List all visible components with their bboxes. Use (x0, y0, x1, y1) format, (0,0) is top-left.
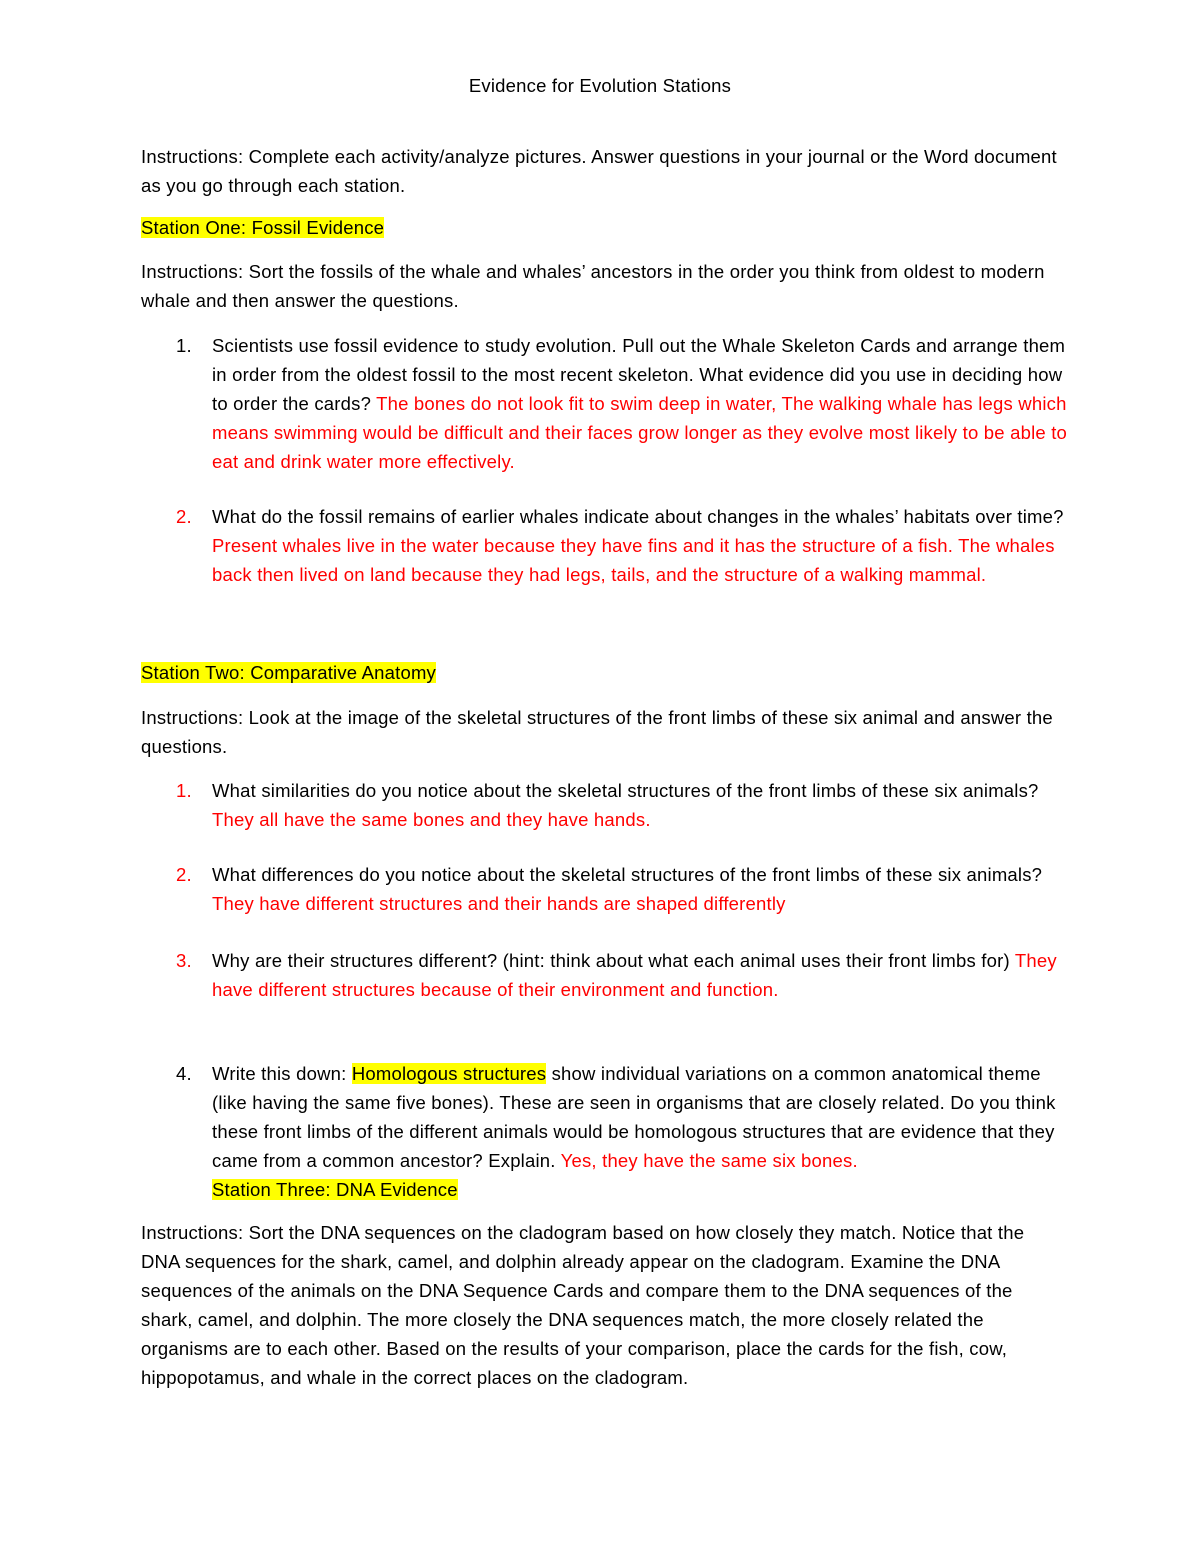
station-one-heading-text: Station One: Fossil Evidence (141, 217, 385, 238)
question-answer: They all have the same bones and they have hands. (212, 809, 651, 830)
station-three-heading: Station Three: DNA Evidence (212, 1179, 458, 1200)
question-answer: They have different structures and their hands are shaped differently (212, 893, 786, 914)
station-two-instructions: Instructions: Look at the image of the skeletal structures of the front limbs of these six animal and answer the questions. (141, 707, 1053, 757)
question-answer: The bones do not look fit to swim deep in water, The walking whale has legs which means swimming would be difficult and their faces grow longer as they evolve most likely to be able to eat and drink water more effectively. (212, 393, 1068, 472)
document-title: Evidence for Evolution Stations (468, 75, 732, 96)
question-body (212, 1059, 1072, 1204)
question-answer: Yes, they have the same six bones. (560, 1150, 858, 1171)
question-number: 4. (176, 1063, 192, 1084)
question-answer: Present whales live in the water because they have fins and it has the structure of a fish. The whales back then lived on land because they had legs, tails, and the structure of a walking mammal. (212, 535, 1055, 585)
station-one-instructions: Instructions: Sort the fossils of the whale and whales’ ancestors in the order you think from oldest to modern whale and then answer the questions. (141, 261, 1045, 311)
question-number: 1. (176, 780, 192, 801)
question-number: 2. (176, 506, 192, 527)
question-text: What similarities do you notice about the skeletal structures of the front limbs of these six animals? (212, 780, 1039, 801)
question-text: What do the fossil remains of earlier whales indicate about changes in the whales’ habitats over time? (212, 506, 1064, 527)
question-number: 3. (176, 950, 192, 971)
question-text: Why are their structures different? (hint: think about what each animal uses their front limbs for) (212, 950, 1010, 971)
station-two-heading-text: Station Two: Comparative Anatomy (141, 662, 437, 683)
question-body (212, 860, 1072, 918)
intro-instructions: Instructions: Complete each activity/analyze pictures. Answer questions in your journal or the Word document as you go through each station. (141, 146, 1057, 196)
station-three-instructions: Instructions: Sort the DNA sequences on the cladogram based on how closely they match. Notice that the DNA sequences for the shark, camel, and dolphin already appear on the cladogram. Examine the DNA sequences of the animals on the DNA Sequence Cards and compare them to the DNA sequences of the shark, camel, and dolphin. The more closely the DNA sequences match, the more closely related the organisms are to each other. Based on the results of your comparison, place the cards for the fish, cow, hippopotamus, and whale in the correct places on the cladogram. (141, 1222, 1025, 1388)
question-text: What differences do you notice about the skeletal structures of the front limbs of these six animals? (212, 864, 1043, 885)
question-answer: They have different structures because of their environment and function. (212, 950, 1057, 1000)
question-text: show individual variations on a common anatomical theme (like having the same five bones). These are seen in organisms that are closely related. Do you think these front limbs of the different animals would be homologous structures that are evidence that they came from a common ancestor? Explain. (212, 1063, 1056, 1171)
question-number: 2. (176, 864, 192, 885)
highlighted-term: Homologous structures (351, 1063, 547, 1084)
question-body (212, 502, 1072, 589)
question-body (212, 946, 1072, 1004)
question-body (212, 331, 1072, 476)
question-text: Scientists use fossil evidence to study evolution. Pull out the Whale Skeleton Cards and arrange them in order from the oldest fossil to the most recent skeleton. What evidence did you use in deciding how to order the cards? (212, 335, 1066, 414)
station-two-heading (141, 658, 1061, 687)
station-one-heading (141, 213, 1061, 242)
question-body (212, 776, 1072, 834)
question-pre: Write this down: (212, 1063, 347, 1084)
question-number: 1. (176, 335, 192, 356)
